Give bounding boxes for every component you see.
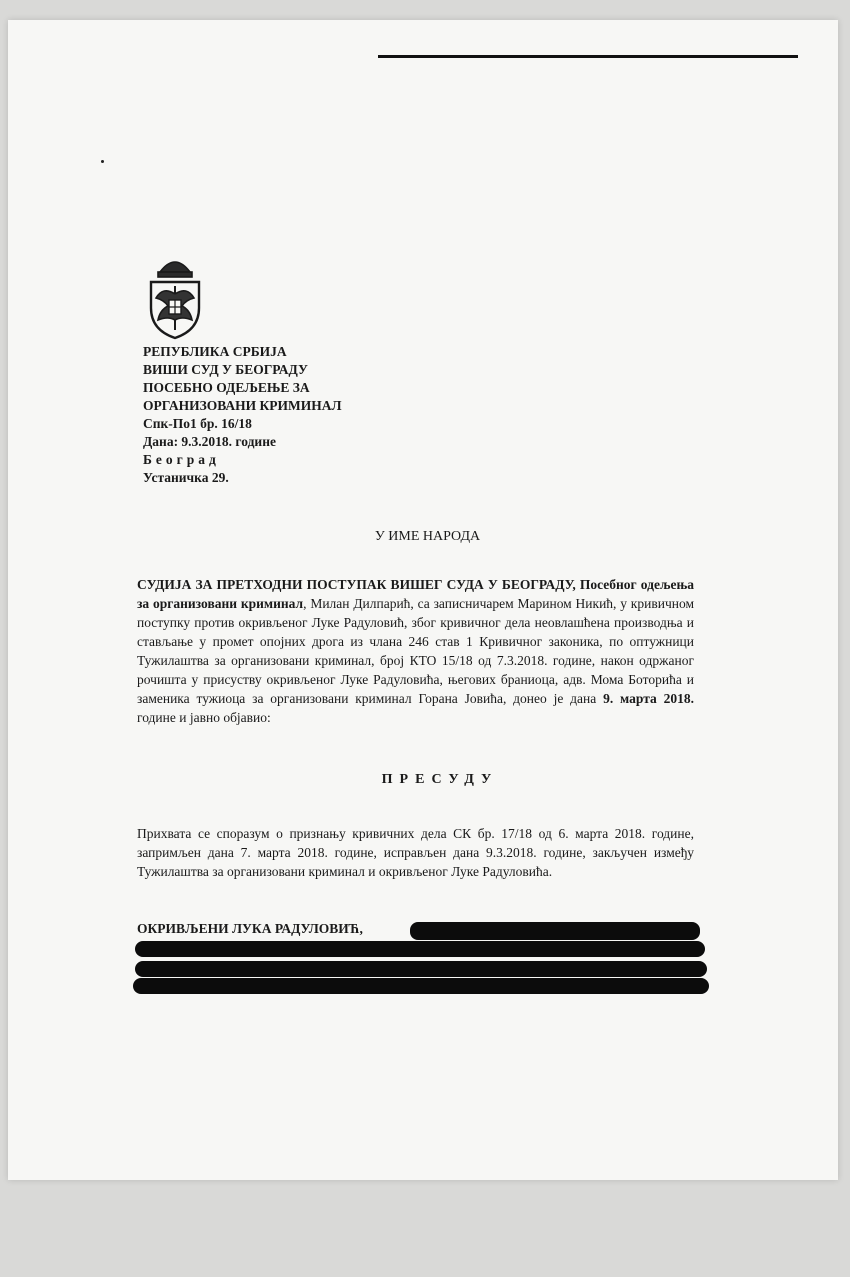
intro-department: Посебног одељења за организовани криминал (137, 577, 694, 611)
serbian-coat-of-arms-icon (146, 250, 204, 342)
redaction-bar (410, 922, 700, 940)
header-line-department: ПОСЕБНО ОДЕЉЕЊЕ ЗА (143, 380, 310, 395)
acceptance-paragraph: Прихвата се споразум о признању кривичних дела СК бр. 17/18 од 6. марта 2018. године, запримљен дана 7. марта 2018. године, исправљен дана 9.3.2018. године, закључен између Тужилаштва за организовани криминал и окривљеног Луке Радуловића. (137, 826, 694, 879)
in-the-name-of-people: У ИМЕ НАРОДА (374, 529, 481, 544)
intro-text: , Милан Дилпарић, са записничарем Марином Никић, у кривичном поступку против окривљеног Луке Радуловић, због кривичног дела неовлашћена производња и стављање у промет опојних дрога из члана 246 став 1 Кривичног законика, по оптужници Тужилаштва за организовани криминал, број КТО 15/18 од 7.3.2018. године, након одржаног рочишта у присуству окривљеног Луке Радуловића, његових браниоца, адв. Мома Боторића и заменика тужиоца за организовани криминал Горана Јовића, донео је дана (137, 596, 694, 706)
header-line-department-2: ОРГАНИЗОВАНИ КРИМИНАЛ (143, 398, 342, 413)
redaction-bar (135, 961, 707, 977)
defendant-label: ОКРИВЉЕНИ ЛУКА РАДУЛОВИЋ, (137, 921, 363, 936)
intro-verdict-date: 9. марта 2018. (603, 691, 694, 706)
header-line-republic: РЕПУБЛИКА СРБИЈА (143, 344, 287, 359)
address: Устаничка 29. (143, 470, 229, 485)
margin-dot (101, 160, 104, 163)
case-number: Спк-По1 бр. 16/18 (143, 416, 252, 431)
intro-paragraph (137, 575, 694, 727)
redaction-bar (133, 978, 709, 994)
verdict-title: ПРЕСУДУ (381, 772, 499, 787)
top-rule (378, 55, 798, 58)
city: Београд (143, 452, 220, 467)
court-header (143, 343, 342, 487)
document-date: Дана: 9.3.2018. године (143, 434, 276, 449)
redaction-bar (135, 941, 705, 957)
intro-judge-title: СУДИЈА ЗА ПРЕТХОДНИ ПОСТУПАК ВИШЕГ СУДА У БЕОГРАДУ, (137, 577, 576, 592)
intro-text-end: године и јавно објавио: (137, 710, 271, 725)
header-line-court: ВИШИ СУД У БЕОГРАДУ (143, 362, 308, 377)
